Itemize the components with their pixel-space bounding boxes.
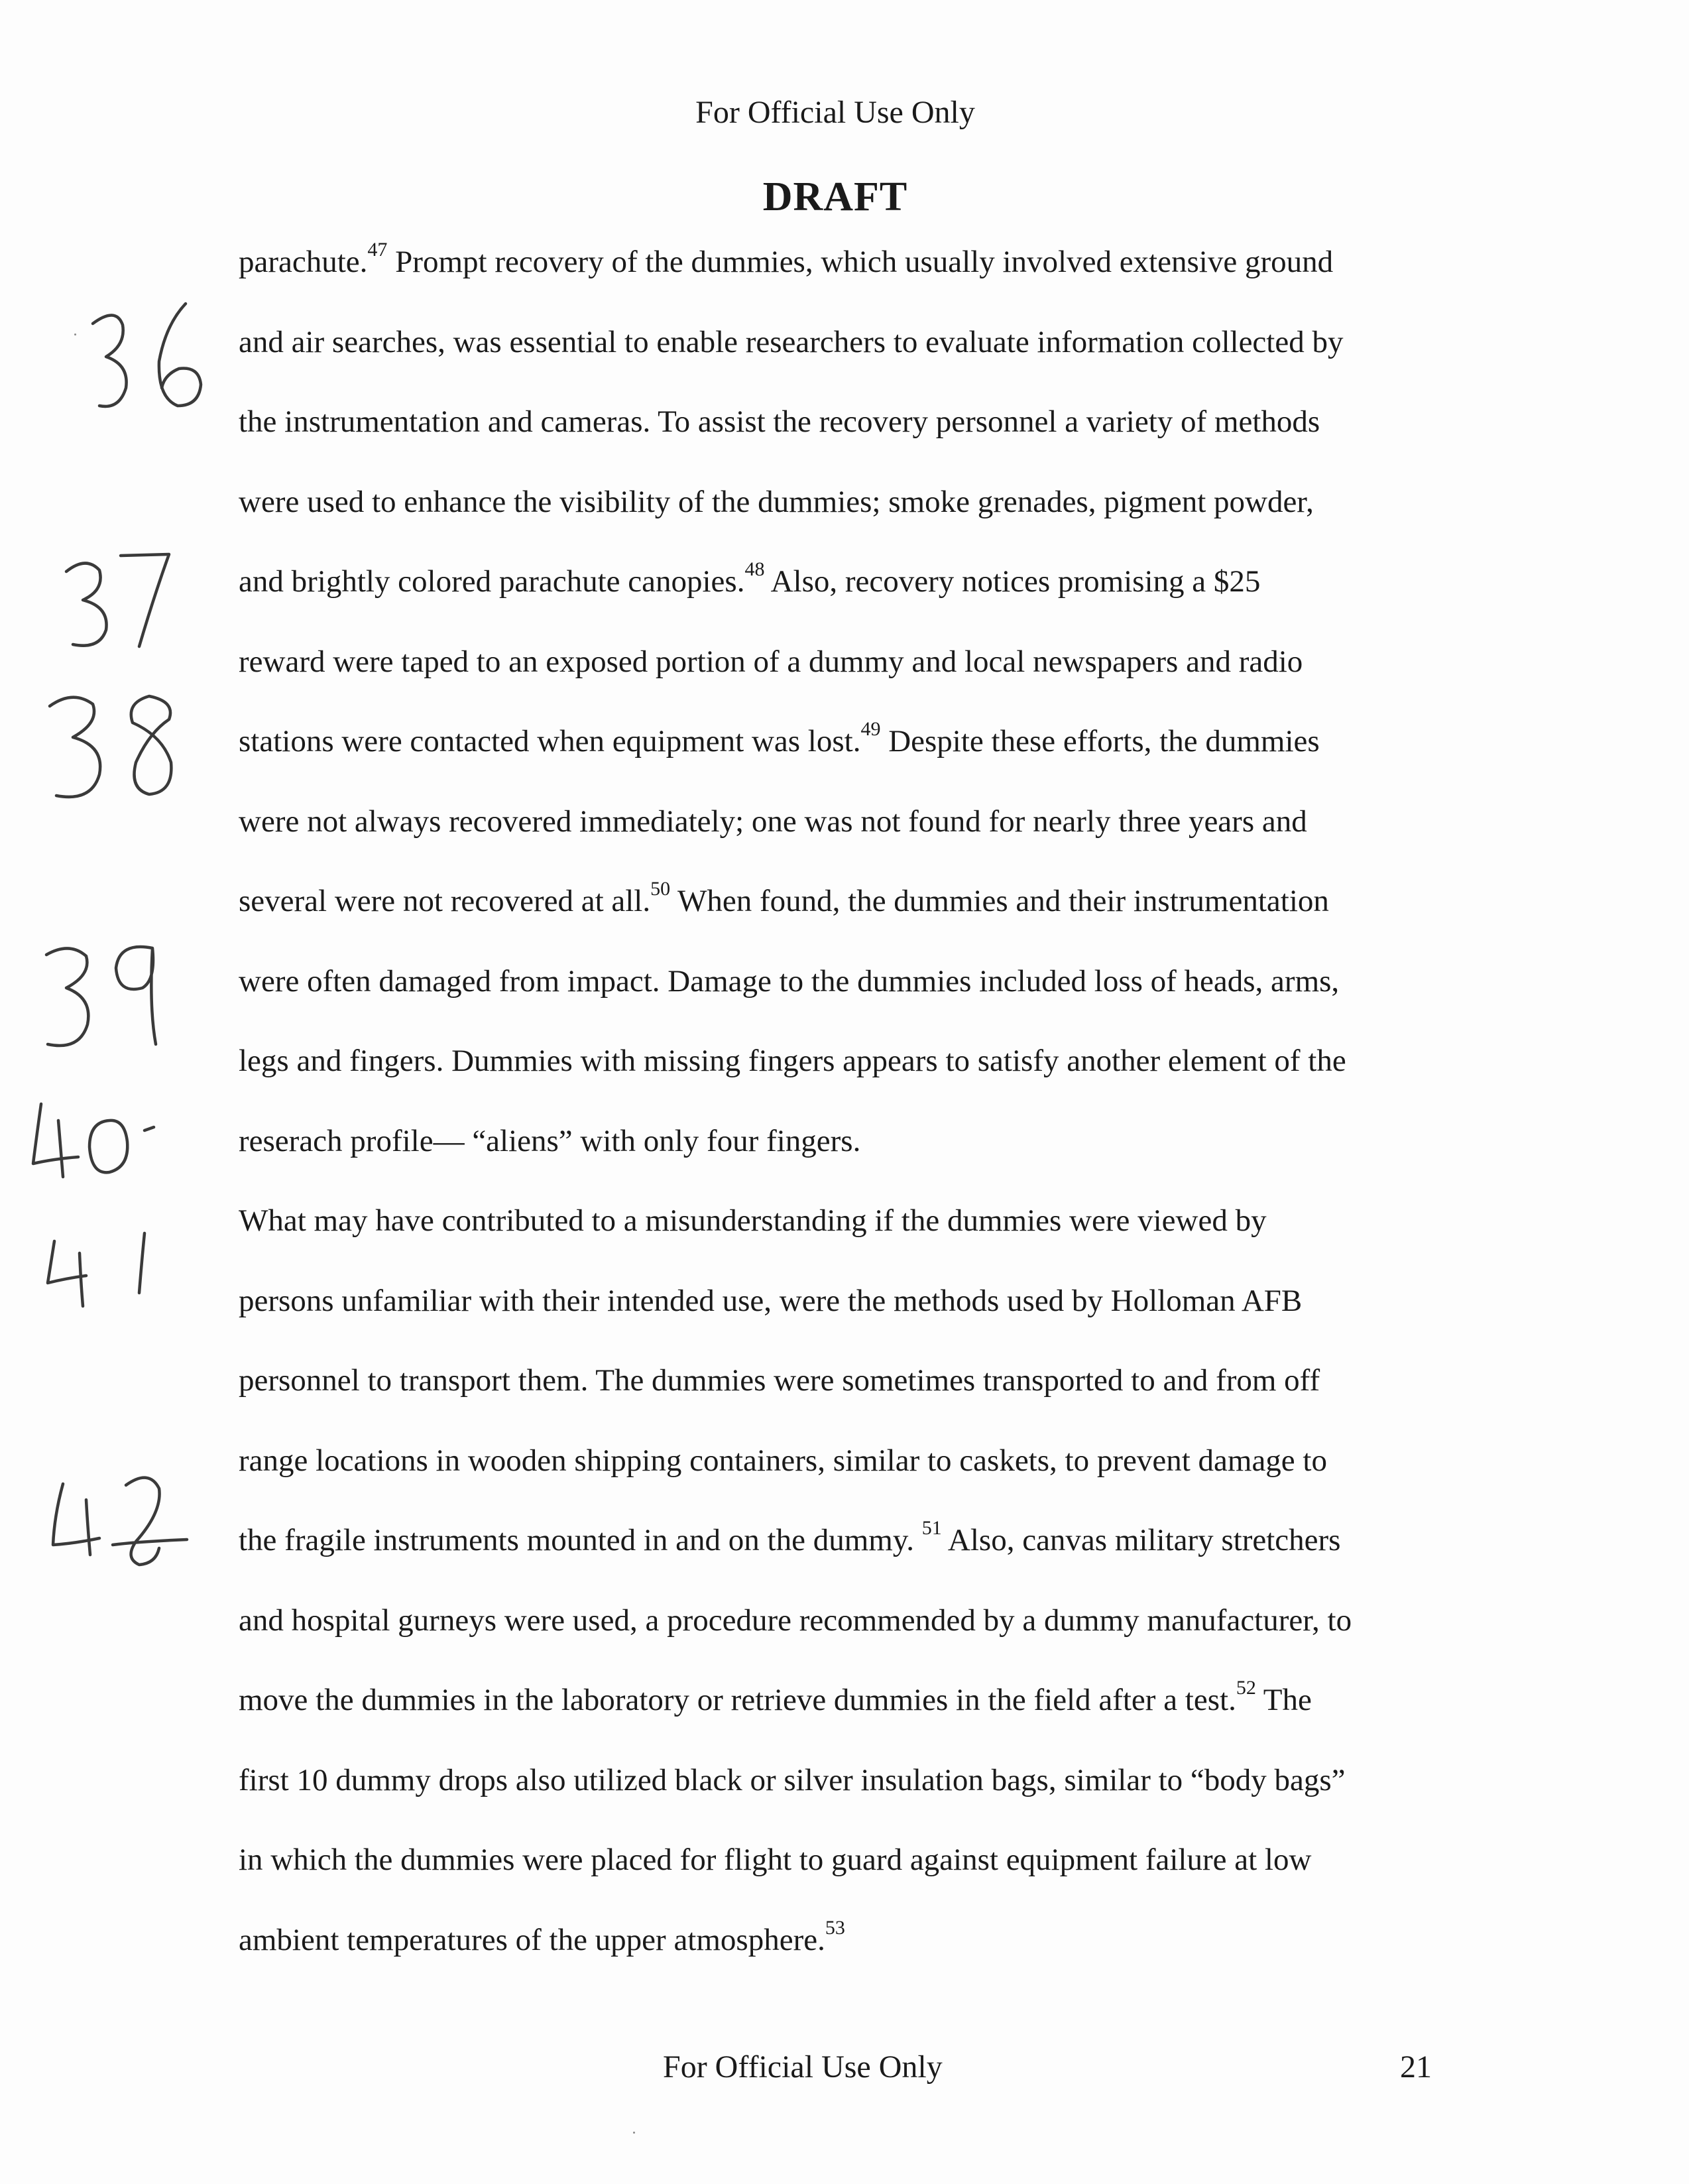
footnote-ref: 48 bbox=[744, 558, 765, 580]
scan-speck bbox=[633, 2132, 635, 2134]
footnote-ref: 50 bbox=[650, 878, 671, 900]
handwritten-36 bbox=[93, 304, 201, 406]
text-line: were not always recovered immediately; one was not found for nearly three years and bbox=[239, 804, 1307, 839]
scan-speck bbox=[74, 334, 76, 335]
margin-annotations bbox=[0, 0, 239, 2184]
text-line: stations were contacted when equipment was lost.$^{49}$ Despite these efforts, the dummies bbox=[239, 718, 1320, 758]
text-line: the instrumentation and cameras. To assist the recovery personnel a variety of methods bbox=[239, 404, 1320, 439]
text-line: persons unfamiliar with their intended use, were the methods used by Holloman AFB bbox=[239, 1283, 1303, 1318]
text-line: several were not recovered at all.$^{50}$ When found, the dummies and their instrumentation bbox=[239, 878, 1329, 918]
text-line: ambient temperatures of the upper atmosphere.$^{53}$ bbox=[239, 1916, 845, 1957]
handwritten-numbers bbox=[0, 0, 239, 2184]
text-line: and air searches, was essential to enable researchers to evaluate information collected by bbox=[239, 324, 1344, 359]
page-footer: For Official Use Only bbox=[663, 2049, 943, 2085]
handwritten-39 bbox=[46, 947, 156, 1046]
footnote-ref: 49 bbox=[860, 718, 881, 740]
text-line: range locations in wooden shipping containers, similar to caskets, to prevent damage to bbox=[239, 1443, 1327, 1478]
text-line: personnel to transport them. The dummies were sometimes transported to and from off bbox=[239, 1363, 1320, 1398]
footnote-ref: 47 bbox=[367, 239, 388, 261]
footnote-ref: 53 bbox=[825, 1916, 845, 1939]
footnote-ref: 52 bbox=[1236, 1677, 1256, 1699]
handwritten-42 bbox=[53, 1478, 187, 1565]
text-line: were used to enhance the visibility of the dummies; smoke grenades, pigment powder, bbox=[239, 484, 1314, 519]
text-line: and brightly colored parachute canopies.$^{48}$ Also, recovery notices promising a $25 bbox=[239, 558, 1261, 599]
footnote-ref: 51 bbox=[921, 1517, 942, 1539]
draft-label: DRAFT bbox=[762, 174, 908, 219]
page-header: For Official Use Only bbox=[695, 95, 975, 130]
page-number: 21 bbox=[1400, 2049, 1432, 2085]
text-line: What may have contributed to a misunderstanding if the dummies were viewed by bbox=[239, 1203, 1267, 1238]
text-line: legs and fingers. Dummies with missing fingers appears to satisfy another element of the bbox=[239, 1044, 1346, 1078]
text-line: were often damaged from impact. Damage to the dummies included loss of heads, arms, bbox=[239, 963, 1340, 999]
text-line: move the dummies in the laboratory or retrieve dummies in the field after a test.$^{52}$ The bbox=[239, 1677, 1312, 1717]
text-line: and hospital gurneys were used, a procedure recommended by a dummy manufacturer, to bbox=[239, 1603, 1352, 1638]
handwritten-40 bbox=[33, 1104, 154, 1177]
text-line: reserach profile— “aliens” with only four fingers. bbox=[239, 1123, 861, 1158]
text-line: in which the dummies were placed for flight to guard against equipment failure at low bbox=[239, 1843, 1312, 1877]
handwritten-37 bbox=[66, 554, 169, 646]
handwritten-41 bbox=[48, 1233, 145, 1306]
text-line: reward were taped to an exposed portion of a dummy and local newspapers and radio bbox=[239, 644, 1303, 679]
body-text bbox=[239, 222, 1445, 1980]
text-line: parachute.$^{47}$ Prompt recovery of the dummies, which usually involved extensive ground bbox=[239, 239, 1334, 279]
handwritten-38 bbox=[50, 696, 171, 797]
text-line: the fragile instruments mounted in and on the dummy. $^{51}$ Also, canvas military stretchers bbox=[239, 1517, 1341, 1557]
text-line: first 10 dummy drops also utilized black or silver insulation bags, similar to “body bags” bbox=[239, 1762, 1346, 1797]
